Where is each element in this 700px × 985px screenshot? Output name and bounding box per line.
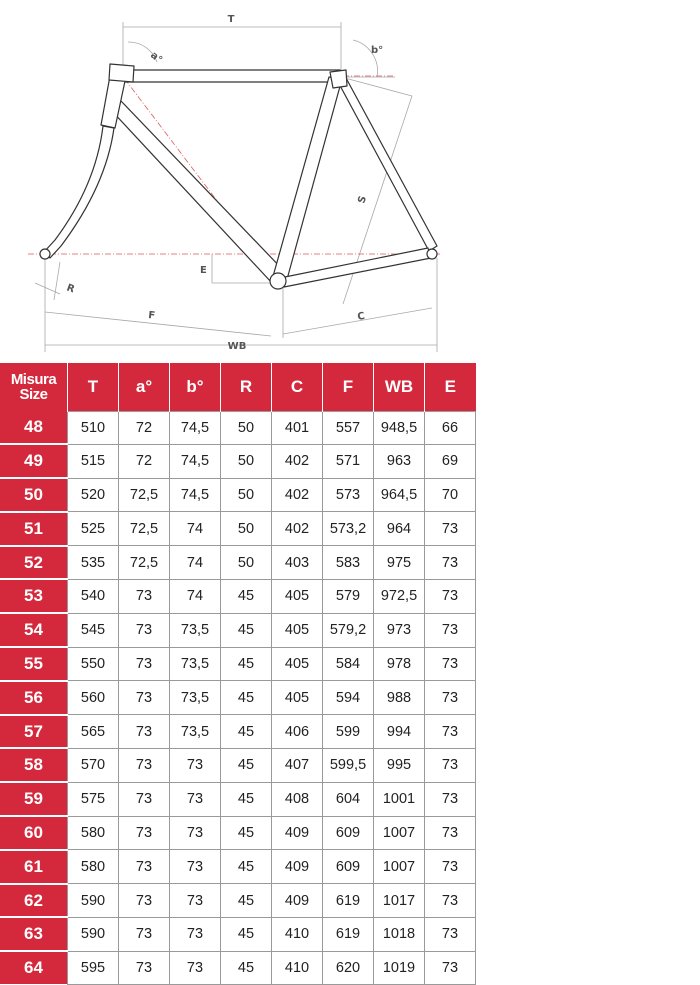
size-cell: 62 [0, 884, 68, 918]
value-cell: 978 [374, 647, 425, 681]
frame-tubes [40, 64, 437, 289]
center-lines [28, 70, 440, 280]
column-header-b: b° [170, 363, 221, 412]
size-cell: 49 [0, 444, 68, 478]
value-cell: 410 [272, 917, 323, 951]
value-cell: 73 [425, 884, 476, 918]
table-row [0, 613, 476, 647]
value-cell: 73 [119, 951, 170, 984]
value-cell: 975 [374, 546, 425, 580]
value-cell: 45 [221, 782, 272, 816]
value-cell: 73 [425, 816, 476, 850]
size-cell: 63 [0, 917, 68, 951]
value-cell: 73 [170, 850, 221, 884]
table-row [0, 715, 476, 749]
table-row [0, 917, 476, 951]
value-cell: 50 [221, 512, 272, 546]
value-cell: 73 [119, 647, 170, 681]
value-cell: 73 [425, 782, 476, 816]
seat-stay [337, 78, 437, 251]
value-cell: 407 [272, 748, 323, 782]
dim-label-e: E [200, 265, 207, 276]
value-cell: 72,5 [119, 478, 170, 512]
value-cell: 590 [68, 884, 119, 918]
value-cell: 73 [170, 782, 221, 816]
value-cell: 604 [323, 782, 374, 816]
value-cell: 995 [374, 748, 425, 782]
size-cell: 58 [0, 748, 68, 782]
column-header-f: F [323, 363, 374, 412]
value-cell: 1017 [374, 884, 425, 918]
value-cell: 1001 [374, 782, 425, 816]
value-cell: 402 [272, 478, 323, 512]
value-cell: 45 [221, 681, 272, 715]
size-cell: 48 [0, 412, 68, 445]
value-cell: 73 [425, 681, 476, 715]
value-cell: 45 [221, 884, 272, 918]
value-cell: 45 [221, 816, 272, 850]
value-cell: 50 [221, 412, 272, 445]
dim-label-b: b° [371, 45, 384, 56]
size-cell: 50 [0, 478, 68, 512]
size-header-line-2: Size [19, 386, 48, 404]
table-row [0, 478, 476, 512]
value-cell: 964 [374, 512, 425, 546]
value-cell: 963 [374, 444, 425, 478]
value-cell: 590 [68, 917, 119, 951]
value-cell: 580 [68, 850, 119, 884]
value-cell: 45 [221, 951, 272, 984]
value-cell: 620 [323, 951, 374, 984]
value-cell: 73 [119, 715, 170, 749]
value-cell: 73,5 [170, 647, 221, 681]
value-cell: 50 [221, 444, 272, 478]
value-cell: 520 [68, 478, 119, 512]
value-cell: 45 [221, 748, 272, 782]
value-cell: 73 [425, 951, 476, 984]
value-cell: 545 [68, 613, 119, 647]
table-row [0, 850, 476, 884]
size-header-line-1: Misura [10, 371, 57, 389]
value-cell: 74,5 [170, 444, 221, 478]
top-tube [124, 70, 340, 82]
value-cell: 550 [68, 647, 119, 681]
value-cell: 575 [68, 782, 119, 816]
value-cell: 73 [425, 748, 476, 782]
value-cell: 73 [425, 579, 476, 613]
dim-label-s: S [356, 194, 370, 205]
value-cell: 1018 [374, 917, 425, 951]
table-row [0, 412, 476, 445]
seat-tube [272, 77, 342, 283]
value-cell: 405 [272, 579, 323, 613]
value-cell: 580 [68, 816, 119, 850]
value-cell: 73,5 [170, 715, 221, 749]
value-cell: 73 [425, 613, 476, 647]
table-row [0, 816, 476, 850]
value-cell: 72 [119, 444, 170, 478]
value-cell: 405 [272, 681, 323, 715]
value-cell: 50 [221, 478, 272, 512]
value-cell: 73 [119, 748, 170, 782]
value-cell: 73,5 [170, 613, 221, 647]
value-cell: 402 [272, 512, 323, 546]
value-cell: 73 [119, 884, 170, 918]
size-cell: 57 [0, 715, 68, 749]
value-cell: 73 [170, 951, 221, 984]
value-cell: 510 [68, 412, 119, 445]
size-cell: 60 [0, 816, 68, 850]
value-cell: 45 [221, 917, 272, 951]
value-cell: 560 [68, 681, 119, 715]
value-cell: 988 [374, 681, 425, 715]
dim-label-a: a° [148, 49, 165, 66]
value-cell: 1019 [374, 951, 425, 984]
table-row [0, 512, 476, 546]
size-cell: 64 [0, 951, 68, 984]
seat-lug [330, 70, 347, 88]
table-row [0, 748, 476, 782]
value-cell: 594 [323, 681, 374, 715]
value-cell: 948,5 [374, 412, 425, 445]
value-cell: 73 [425, 512, 476, 546]
column-header-e: E [425, 363, 476, 412]
value-cell: 45 [221, 613, 272, 647]
value-cell: 409 [272, 816, 323, 850]
value-cell: 1007 [374, 816, 425, 850]
size-cell: 61 [0, 850, 68, 884]
value-cell: 73 [170, 884, 221, 918]
value-cell: 73 [119, 613, 170, 647]
column-header-wb: WB [374, 363, 425, 412]
value-cell: 73 [170, 816, 221, 850]
dim-label-r: R [64, 282, 76, 296]
value-cell: 73,5 [170, 681, 221, 715]
value-cell: 73 [119, 681, 170, 715]
value-cell: 72 [119, 412, 170, 445]
column-header-c: C [272, 363, 323, 412]
column-header-a: a° [119, 363, 170, 412]
value-cell: 408 [272, 782, 323, 816]
value-cell: 599 [323, 715, 374, 749]
value-cell: 410 [272, 951, 323, 984]
column-header-t: T [68, 363, 119, 412]
value-cell: 973 [374, 613, 425, 647]
value-cell: 45 [221, 579, 272, 613]
table-row [0, 884, 476, 918]
size-cell: 53 [0, 579, 68, 613]
front-dropout [40, 249, 50, 259]
value-cell: 570 [68, 748, 119, 782]
value-cell: 405 [272, 647, 323, 681]
value-cell: 74 [170, 546, 221, 580]
value-cell: 73 [119, 816, 170, 850]
value-cell: 45 [221, 850, 272, 884]
value-cell: 595 [68, 951, 119, 984]
value-cell: 70 [425, 478, 476, 512]
table-row [0, 579, 476, 613]
dim-label-t: T [227, 14, 235, 25]
value-cell: 609 [323, 850, 374, 884]
value-cell: 72,5 [119, 546, 170, 580]
value-cell: 409 [272, 884, 323, 918]
value-cell: 66 [425, 412, 476, 445]
value-cell: 525 [68, 512, 119, 546]
value-cell: 69 [425, 444, 476, 478]
value-cell: 73 [425, 546, 476, 580]
value-cell: 405 [272, 613, 323, 647]
value-cell: 557 [323, 412, 374, 445]
table-row [0, 681, 476, 715]
value-cell: 619 [323, 917, 374, 951]
value-cell: 573,2 [323, 512, 374, 546]
down-tube [111, 101, 285, 283]
value-cell: 535 [68, 546, 119, 580]
value-cell: 73 [170, 748, 221, 782]
column-header-r: R [221, 363, 272, 412]
value-cell: 565 [68, 715, 119, 749]
value-cell: 74 [170, 512, 221, 546]
value-cell: 74,5 [170, 478, 221, 512]
rear-dropout [427, 249, 437, 259]
head-lug [109, 64, 134, 82]
value-cell: 994 [374, 715, 425, 749]
value-cell: 972,5 [374, 579, 425, 613]
value-cell: 573 [323, 478, 374, 512]
value-cell: 45 [221, 647, 272, 681]
table-row [0, 647, 476, 681]
value-cell: 579,2 [323, 613, 374, 647]
size-cell: 54 [0, 613, 68, 647]
bottom-bracket [270, 273, 286, 289]
value-cell: 45 [221, 715, 272, 749]
value-cell: 401 [272, 412, 323, 445]
size-cell: 59 [0, 782, 68, 816]
size-cell: 55 [0, 647, 68, 681]
value-cell: 73 [425, 647, 476, 681]
geometry-table [0, 363, 476, 985]
size-cell: 56 [0, 681, 68, 715]
value-cell: 579 [323, 579, 374, 613]
geometry-table-body [0, 412, 476, 985]
value-cell: 73 [119, 782, 170, 816]
value-cell: 409 [272, 850, 323, 884]
size-cell: 52 [0, 546, 68, 580]
value-cell: 74,5 [170, 412, 221, 445]
value-cell: 72,5 [119, 512, 170, 546]
value-cell: 73 [170, 917, 221, 951]
value-cell: 599,5 [323, 748, 374, 782]
value-cell: 73 [425, 917, 476, 951]
value-cell: 73 [119, 917, 170, 951]
dim-label-f: F [147, 310, 156, 322]
value-cell: 540 [68, 579, 119, 613]
value-cell: 609 [323, 816, 374, 850]
size-cell: 51 [0, 512, 68, 546]
column-header-size [0, 363, 68, 412]
table-row [0, 546, 476, 580]
value-cell: 74 [170, 579, 221, 613]
dim-label-wb: WB [227, 341, 247, 352]
dim-label-c: C [356, 310, 366, 323]
table-header-row [0, 363, 476, 412]
value-cell: 571 [323, 444, 374, 478]
value-cell: 50 [221, 546, 272, 580]
value-cell: 619 [323, 884, 374, 918]
value-cell: 73 [425, 850, 476, 884]
value-cell: 73 [119, 850, 170, 884]
value-cell: 406 [272, 715, 323, 749]
table-row [0, 951, 476, 984]
fork [44, 126, 114, 258]
value-cell: 1007 [374, 850, 425, 884]
frame-geometry-diagram [0, 0, 700, 360]
value-cell: 584 [323, 647, 374, 681]
value-cell: 515 [68, 444, 119, 478]
table-row [0, 782, 476, 816]
table-row [0, 444, 476, 478]
value-cell: 583 [323, 546, 374, 580]
value-cell: 403 [272, 546, 323, 580]
value-cell: 402 [272, 444, 323, 478]
value-cell: 73 [425, 715, 476, 749]
value-cell: 964,5 [374, 478, 425, 512]
value-cell: 73 [119, 579, 170, 613]
